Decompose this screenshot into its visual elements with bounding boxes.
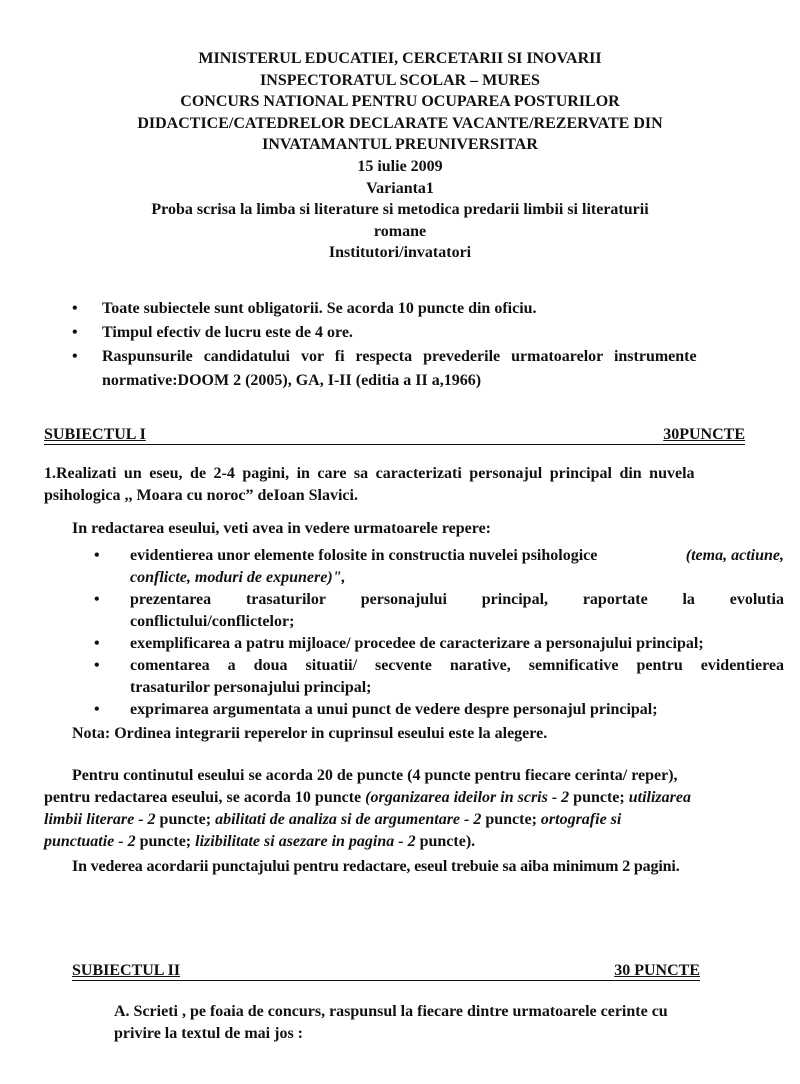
ministry-line: MINISTERUL EDUCATIEI, CERCETARII SI INOVARII <box>198 50 602 67</box>
reference-italic: conflicte, moduri de expunere)", <box>130 569 346 586</box>
scoring-italic: lizibilitate si asezare in pagina - 2 <box>195 833 416 850</box>
contest-line-1: CONCURS NATIONAL PENTRU OCUPAREA POSTURILOR <box>180 93 620 111</box>
reference-line: conflictului/conflictelor; <box>130 613 295 630</box>
scoring-italic: limbii literare - 2 <box>44 811 156 828</box>
word: semnificative <box>528 657 619 674</box>
reference-line <box>130 545 784 567</box>
scoring-line <box>44 831 784 853</box>
reference-line <box>130 567 784 589</box>
subject-1-task <box>44 463 784 507</box>
scoring-text: puncte). <box>415 833 476 850</box>
reference-list <box>94 545 784 721</box>
word: secvente <box>375 657 432 674</box>
word: evolutia <box>729 591 784 608</box>
reference-item <box>94 655 784 699</box>
subject-1-points: 30PUNCTE <box>663 426 745 443</box>
instruction-item: • Toate subiectele sunt obligatorii. Se acorda 10 puncte din oficiu. <box>70 297 786 321</box>
note-text: Nota: Ordinea integrarii reperelor in cuprinsul eseului este la alegere. <box>72 725 548 742</box>
word: la <box>682 591 695 608</box>
instructions-list <box>70 297 786 393</box>
exam-title-cont: romane <box>373 222 427 240</box>
word: situatii/ <box>305 657 358 674</box>
reference-item <box>94 545 784 589</box>
word: doua <box>253 657 288 674</box>
instruction-line: normative:DOOM 2 (2005), GA, I-II (editia a II a,1966) <box>102 372 482 389</box>
instruction-item: • Timpul efectiv de lucru este de 4 ore. <box>70 321 786 345</box>
reference-intro: In redactarea eseului, veti avea in vedere urmatoarele repere: <box>72 520 492 537</box>
task-line: psihologica ,, Moara cu noroc” deIoan Slavici. <box>44 487 358 504</box>
scoring-text: puncte; <box>481 811 541 828</box>
reference-text: • evidentierea unor elemente folosite in constructia nuvelei psihologice <box>130 547 598 564</box>
audience-label: Institutori/invatatori <box>328 244 472 262</box>
scoring-paragraph <box>44 765 784 853</box>
instruction-line <box>102 345 786 369</box>
reference-line <box>130 589 784 611</box>
scoring-line: Pentru continutul eseului se acorda 20 de puncte (4 puncte pentru fiecare cerinta/ reper), <box>72 767 678 784</box>
word: • comentarea <box>130 657 210 674</box>
subject-2-points: 30 PUNCTE <box>614 962 700 979</box>
scoring-text: puncte; <box>135 833 196 850</box>
scoring-italic: punctuatie - 2 <box>44 833 136 850</box>
contest-line-2: DIDACTICE/CATEDRELOR DECLARATE VACANTE/REZERVATE DIN <box>137 114 663 132</box>
scoring-text: pentru redactarea eseului, se acorda 10 puncte <box>44 789 366 806</box>
variant-label: Varianta1 <box>366 179 434 197</box>
reference-item: • exprimarea argumentata a unui punct de vedere despre personajul principal; <box>94 699 784 721</box>
subject-2-title: SUBIECTUL II <box>72 962 181 979</box>
instruction-item <box>70 345 786 393</box>
subject-2-heading <box>72 962 700 981</box>
scoring-text: puncte; <box>155 811 216 828</box>
subject-1-title: SUBIECTUL I <box>44 426 146 443</box>
reference-line <box>130 655 784 677</box>
document-header <box>0 48 800 264</box>
word: pentru <box>636 657 683 674</box>
reference-line: trasaturilor personajului principal; <box>130 679 372 696</box>
subject-1-heading <box>44 426 745 445</box>
word: narative, <box>449 657 511 674</box>
word: principal, <box>481 591 549 608</box>
inspectorate-line: INSPECTORATUL SCOLAR – MURES <box>260 71 540 89</box>
reference-italic: (tema, actiune, <box>685 547 784 564</box>
word: raportate <box>582 591 648 608</box>
reference-item: • exemplificarea a patru mijloace/ procedee de caracterizare a personajului principal; <box>94 633 784 655</box>
subject-2-part-a <box>114 1001 786 1045</box>
scoring-text: puncte; <box>569 789 629 806</box>
exam-title: Proba scrisa la limba si literature si metodica predarii limbii si literaturii <box>151 201 649 219</box>
word: • prezentarea <box>130 591 212 608</box>
word: evidentierea <box>700 657 784 674</box>
scoring-italic: (organizarea ideilor in scris - 2 <box>365 789 570 806</box>
scoring-italic: utilizarea <box>628 789 691 806</box>
contest-line-3: INVATAMANTUL PREUNIVERSITAR <box>262 136 538 154</box>
part-a-line: A. Scrieti , pe foaia de concurs, raspunsul la fiecare dintre urmatoarele cerinte cu <box>114 1003 668 1020</box>
minimum-pages-note: In vederea acordarii punctajului pentru redactare, eseul trebuie sa aiba minimum 2 pagini. <box>72 858 680 875</box>
word: personajului <box>360 591 447 608</box>
scoring-line <box>44 787 784 809</box>
scoring-italic: abilitati de analiza si de argumentare - 2 <box>215 811 482 828</box>
scoring-line <box>44 809 784 831</box>
word: a <box>227 657 236 674</box>
reference-item <box>94 589 784 633</box>
word: trasaturilor <box>245 591 326 608</box>
exam-date: 15 iulie 2009 <box>357 157 443 175</box>
scoring-italic: ortografie si <box>540 811 622 828</box>
part-a-line: privire la textul de mai jos : <box>114 1025 304 1042</box>
task-line: 1.Realizati un eseu, de 2-4 pagini, in care sa caracterizati personajul principal din nuvela <box>44 465 695 482</box>
instruction-text: • Raspunsurile candidatului vor fi respecta prevederile urmatoarelor instrumente <box>102 348 697 365</box>
